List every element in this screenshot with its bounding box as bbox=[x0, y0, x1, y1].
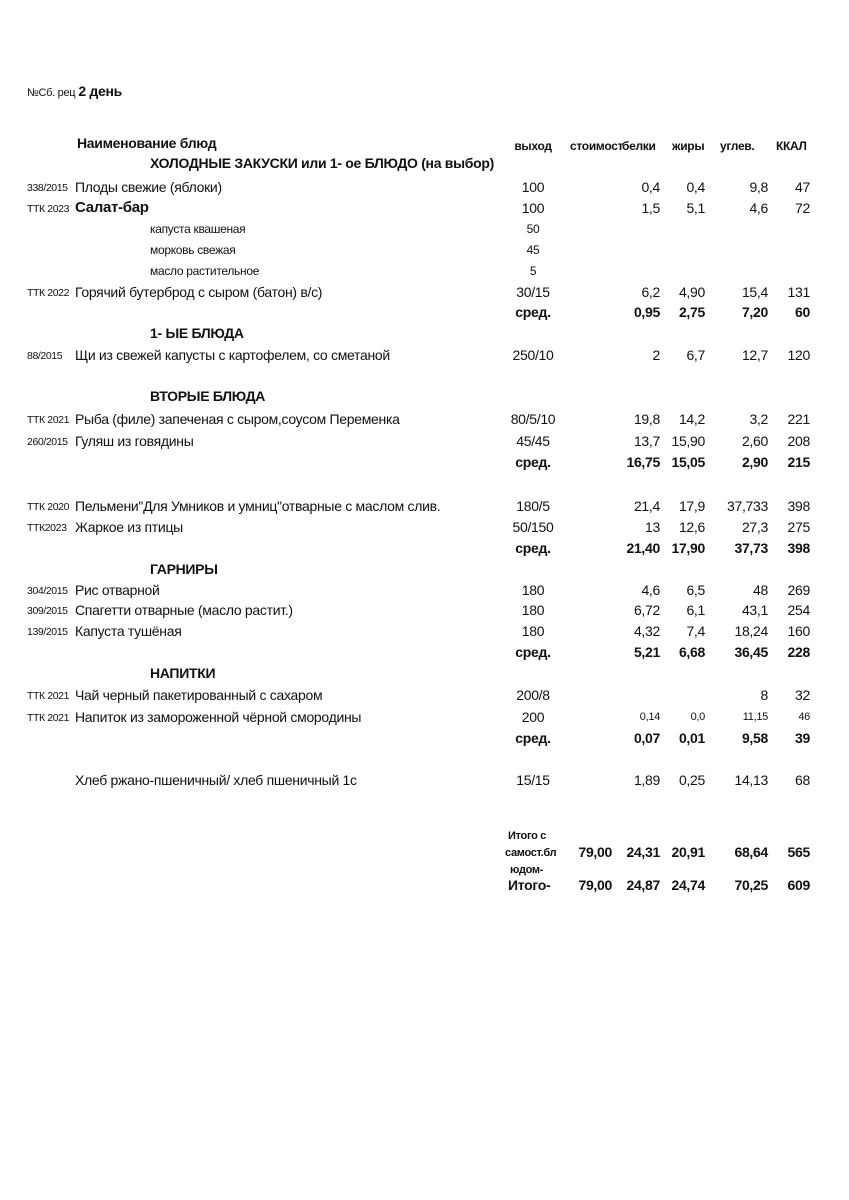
carbs-value: 4,6 bbox=[749, 200, 768, 216]
dish-output: 30/15 bbox=[516, 284, 550, 300]
header-carbs: углев. bbox=[720, 139, 755, 153]
kcal-value: 32 bbox=[795, 687, 810, 703]
carbs-value: 15,4 bbox=[741, 284, 768, 300]
protein-value: 0,4 bbox=[641, 179, 660, 195]
fat-value: 0,01 bbox=[678, 730, 705, 746]
carbs-value: 9,8 bbox=[749, 179, 768, 195]
protein-value: 13 bbox=[645, 519, 660, 535]
ingredient-output: 50 bbox=[526, 222, 540, 236]
dish-name: Напиток из замороженной чёрной смородины bbox=[75, 709, 362, 725]
kcal-value: 39 bbox=[795, 730, 810, 746]
carbs-value: 27,3 bbox=[741, 519, 768, 535]
dish-output: 180/5 bbox=[516, 498, 550, 514]
dish-name: Чай черный пакетированный с сахаром bbox=[75, 687, 323, 703]
fat-value: 7,4 bbox=[686, 623, 705, 639]
recipe-code: ТТК 2020 bbox=[27, 501, 70, 513]
carbs-value: 2,90 bbox=[741, 454, 768, 470]
header-protein: белки bbox=[622, 139, 656, 153]
fat-value: 17,90 bbox=[671, 540, 705, 556]
dish-name: Пельмени"Для Умников и умниц"отварные с маслом слив. bbox=[75, 498, 441, 514]
carbs-value: 37,733 bbox=[726, 498, 768, 514]
recipe-code: ТТК 2021 bbox=[27, 414, 70, 426]
dish-name: Горячий бутерброд с сыром (батон) в/с) bbox=[75, 284, 323, 300]
dish-output: 180 bbox=[521, 582, 545, 598]
carbs-value: 3,2 bbox=[749, 411, 768, 427]
dish-output: 250/10 bbox=[512, 347, 554, 363]
protein-value: 6,2 bbox=[641, 284, 660, 300]
recipe-code: ТТК 2021 bbox=[27, 712, 70, 724]
kcal-value: 120 bbox=[787, 347, 810, 363]
dish-name: Спагетти отварные (масло растит.) bbox=[75, 602, 293, 618]
protein-value: 1,5 bbox=[641, 200, 660, 216]
recipe-code: ТТК 2021 bbox=[27, 690, 70, 702]
dish-name: Капуста тушёная bbox=[75, 623, 182, 639]
dish-name: Гуляш из говядины bbox=[75, 433, 194, 449]
carbs-value: 7,20 bbox=[741, 304, 768, 320]
recipe-code: 260/2015 bbox=[27, 436, 68, 448]
protein-value: 0,14 bbox=[639, 711, 660, 723]
ingredient-name: масло растительное bbox=[150, 264, 260, 278]
recipe-code: 88/2015 bbox=[27, 350, 63, 362]
carbs-value: 18,24 bbox=[734, 623, 768, 639]
total-self-carbs: 68,64 bbox=[734, 844, 768, 860]
dish-output: 180 bbox=[521, 602, 545, 618]
carbs-value: 36,45 bbox=[734, 644, 768, 660]
dish-name: Рыба (филе) запеченая с сыром,соусом Переменка bbox=[75, 411, 400, 427]
kcal-value: 269 bbox=[787, 582, 810, 598]
total-cost: 79,00 bbox=[578, 877, 612, 893]
dish-output: 50/150 bbox=[512, 519, 554, 535]
recipe-code: 304/2015 bbox=[27, 585, 68, 597]
total-self-label-3: юдом- bbox=[510, 864, 544, 876]
recipe-code: 338/2015 bbox=[27, 182, 68, 194]
dish-output: 100 bbox=[521, 200, 545, 216]
protein-value: 21,40 bbox=[626, 540, 660, 556]
average-label: сред. bbox=[515, 454, 551, 470]
dish-name: Хлеб ржано-пшеничный/ хлеб пшеничный 1с bbox=[75, 772, 357, 788]
dish-name: Щи из свежей капусты с картофелем, со сметаной bbox=[75, 347, 390, 363]
kcal-value: 398 bbox=[787, 498, 810, 514]
total-self-label-1: Итого с bbox=[508, 830, 547, 842]
fat-value: 0,0 bbox=[690, 711, 705, 723]
recipe-code: ТТК 2023 bbox=[27, 203, 70, 215]
protein-value: 0,95 bbox=[633, 304, 660, 320]
dish-output: 15/15 bbox=[516, 772, 550, 788]
average-label: сред. bbox=[515, 730, 551, 746]
header-output: выход bbox=[514, 139, 552, 153]
carbs-value: 14,13 bbox=[734, 772, 768, 788]
total-self-fat: 20,91 bbox=[671, 844, 705, 860]
fat-value: 5,1 bbox=[686, 200, 705, 216]
fat-value: 12,6 bbox=[678, 519, 705, 535]
fat-value: 2,75 bbox=[678, 304, 705, 320]
total-fat: 24,74 bbox=[671, 877, 705, 893]
fat-value: 6,7 bbox=[686, 347, 705, 363]
dish-name: Плоды свежие (яблоки) bbox=[75, 179, 222, 195]
carbs-value: 9,58 bbox=[741, 730, 768, 746]
header-cost: стоимост bbox=[570, 139, 624, 153]
carbs-value: 2,60 bbox=[741, 433, 768, 449]
fat-value: 14,2 bbox=[678, 411, 705, 427]
total-self-label-2: самост.бл bbox=[505, 847, 557, 859]
total-protein: 24,87 bbox=[626, 877, 660, 893]
section-title: ХОЛОДНЫЕ ЗАКУСКИ или 1- ое БЛЮДО (на выбор) bbox=[150, 155, 494, 171]
header-kcal: ККАЛ bbox=[776, 139, 807, 153]
protein-value: 6,72 bbox=[633, 602, 660, 618]
protein-value: 19,8 bbox=[633, 411, 660, 427]
section-title: 1- ЫЕ БЛЮДА bbox=[150, 325, 244, 341]
kcal-value: 221 bbox=[787, 411, 810, 427]
fat-value: 6,1 bbox=[686, 602, 705, 618]
carbs-value: 11,15 bbox=[742, 711, 768, 723]
kcal-value: 254 bbox=[787, 602, 810, 618]
ingredient-output: 45 bbox=[526, 243, 540, 257]
total-self-kcal: 565 bbox=[787, 844, 810, 860]
section-title: ВТОРЫЕ БЛЮДА bbox=[150, 388, 266, 404]
dish-output: 200/8 bbox=[516, 687, 550, 703]
kcal-value: 68 bbox=[795, 772, 810, 788]
fat-value: 6,5 bbox=[686, 582, 705, 598]
kcal-value: 72 bbox=[795, 200, 810, 216]
protein-value: 21,4 bbox=[633, 498, 660, 514]
total-carbs: 70,25 bbox=[734, 877, 768, 893]
recipe-code: 139/2015 bbox=[27, 626, 68, 638]
carbs-value: 37,73 bbox=[734, 540, 768, 556]
recipe-code: 309/2015 bbox=[27, 605, 68, 617]
dish-output: 80/5/10 bbox=[510, 411, 556, 427]
header-fat: жиры bbox=[672, 139, 705, 153]
kcal-value: 131 bbox=[787, 284, 810, 300]
average-label: сред. bbox=[515, 644, 551, 660]
kcal-value: 60 bbox=[795, 304, 810, 320]
kcal-value: 228 bbox=[787, 644, 810, 660]
average-label: сред. bbox=[515, 304, 551, 320]
fat-value: 15,05 bbox=[671, 454, 705, 470]
dish-output: 200 bbox=[521, 709, 545, 725]
protein-value: 4,32 bbox=[633, 623, 660, 639]
dish-output: 180 bbox=[521, 623, 545, 639]
dish-output: 100 bbox=[521, 179, 545, 195]
protein-value: 5,21 bbox=[633, 644, 660, 660]
kcal-value: 160 bbox=[787, 623, 810, 639]
average-label: сред. bbox=[515, 540, 551, 556]
header-name: Наименование блюд bbox=[77, 135, 217, 151]
total-self-cost: 79,00 bbox=[578, 844, 612, 860]
kcal-value: 215 bbox=[787, 454, 810, 470]
fat-value: 0,25 bbox=[678, 772, 705, 788]
doc-ref bbox=[27, 83, 122, 101]
kcal-value: 398 bbox=[787, 540, 810, 556]
carbs-value: 12,7 bbox=[741, 347, 768, 363]
recipe-code: ТТК2023 bbox=[27, 522, 67, 534]
protein-value: 1,89 bbox=[633, 772, 660, 788]
fat-value: 0,4 bbox=[686, 179, 705, 195]
section-title: ГАРНИРЫ bbox=[150, 561, 218, 577]
total-self-protein: 24,31 bbox=[626, 844, 660, 860]
fat-value: 15,90 bbox=[671, 433, 705, 449]
ingredient-name: морковь свежая bbox=[150, 243, 236, 257]
fat-value: 4,90 bbox=[678, 284, 705, 300]
kcal-value: 46 bbox=[798, 711, 810, 723]
dish-name: Рис отварной bbox=[75, 582, 160, 598]
protein-value: 13,7 bbox=[633, 433, 660, 449]
total-kcal: 609 bbox=[787, 877, 810, 893]
kcal-value: 47 bbox=[795, 179, 810, 195]
protein-value: 4,6 bbox=[641, 582, 660, 598]
kcal-value: 208 bbox=[787, 433, 810, 449]
day-title: 2 день bbox=[78, 83, 122, 99]
dish-name: Жаркое из птицы bbox=[75, 519, 183, 535]
carbs-value: 43,1 bbox=[741, 602, 768, 618]
ingredient-name: капуста квашеная bbox=[150, 222, 246, 236]
fat-value: 17,9 bbox=[678, 498, 705, 514]
protein-value: 0,07 bbox=[633, 730, 660, 746]
section-title: НАПИТКИ bbox=[150, 665, 216, 681]
dish-output: 45/45 bbox=[516, 433, 550, 449]
recipe-code: ТТК 2022 bbox=[27, 287, 70, 299]
kcal-value: 275 bbox=[787, 519, 810, 535]
protein-value: 2 bbox=[652, 347, 660, 363]
protein-value: 16,75 bbox=[626, 454, 660, 470]
ingredient-output: 5 bbox=[529, 264, 537, 278]
carbs-value: 48 bbox=[753, 582, 768, 598]
total-label: Итого- bbox=[508, 877, 551, 893]
fat-value: 6,68 bbox=[678, 644, 705, 660]
ref-label: №Сб. рец bbox=[27, 87, 76, 99]
carbs-value: 8 bbox=[760, 687, 768, 703]
dish-name: Салат-бар bbox=[75, 199, 149, 216]
